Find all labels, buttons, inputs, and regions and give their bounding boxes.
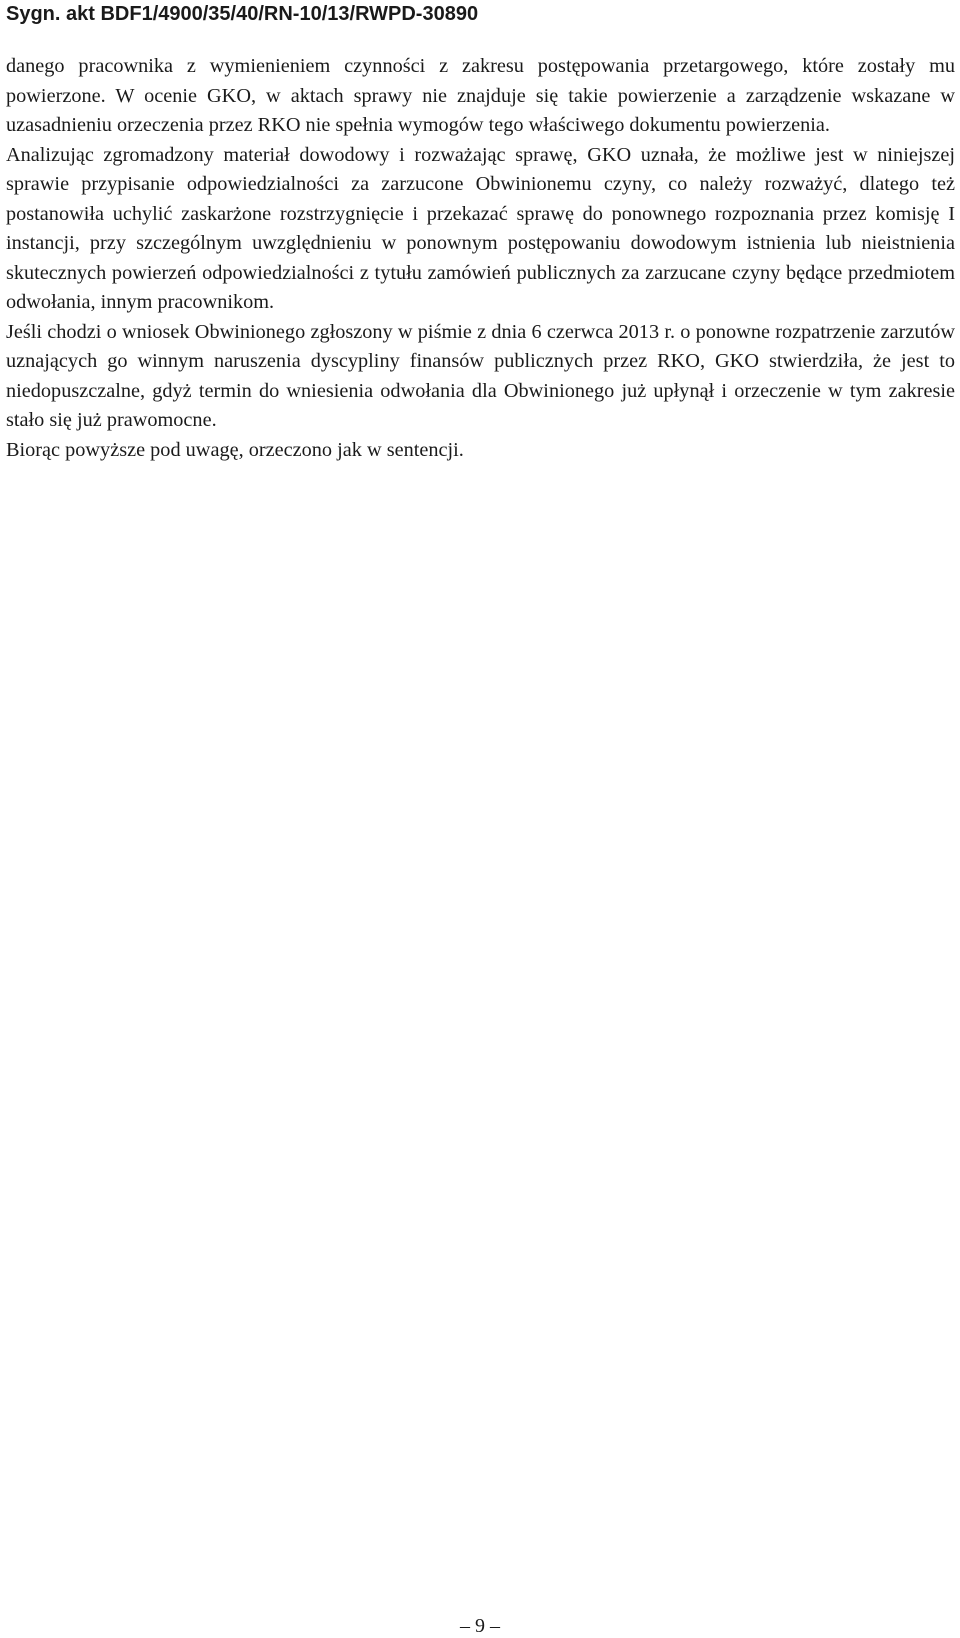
page-footer bbox=[0, 1616, 960, 1636]
footer-dash-left: – bbox=[460, 1615, 470, 1637]
document-body bbox=[6, 52, 955, 465]
paragraph-1: danego pracownika z wymienieniem czynności z zakresu postępowania przetargowego, które zostały mu powierzone. W ocenie GKO, w aktach sprawy nie znajduje się takie powierzenie a zarządzenie wskazane w uzasadnieniu orzeczenia przez RKO nie spełnia wymogów tego właściwego dokumentu powierzenia. bbox=[6, 55, 955, 136]
paragraph-4: Biorąc powyższe pod uwagę, orzeczono jak w sentencji. bbox=[6, 438, 464, 461]
paragraph-3: Jeśli chodzi o wniosek Obwinionego zgłoszony w piśmie z dnia 6 czerwca 2013 r. o ponowne rozpatrzenie zarzutów uznających go winnym naruszenia dyscypliny finansów publicznych przez RKO, GKO stwierdziła, że jest to niedopuszczalne, gdyż termin do wniesienia odwołania dla Obwinionego już upłynął i orzeczenie w tym zakresie stało się już prawomocne. bbox=[6, 320, 955, 431]
case-signature: Sygn. akt BDF1/4900/35/40/RN-10/13/RWPD-30890 bbox=[6, 3, 479, 25]
paragraph-2: Analizując zgromadzony materiał dowodowy i rozważając sprawę, GKO uznała, że możliwe jest w niniejszej sprawie przypisanie odpowiedzialności za zarzucone Obwinionemu czyny, co należy rozważyć, dlatego też postanowiła uchylić zaskarżone rozstrzygnięcie i przekazać sprawę do ponownego rozpoznania przez komisję I instancji, przy szczególnym uwzględnieniu w ponownym postępowaniu dowodowym istnienia lub nieistnienia skutecznych powierzeń odpowiedzialności z tytułu zamówień publicznych za zarzucane czyny będące przedmiotem odwołania, innym pracownikom. bbox=[6, 143, 955, 313]
page-number: 9 bbox=[475, 1615, 485, 1637]
footer-dash-right: – bbox=[490, 1615, 500, 1637]
